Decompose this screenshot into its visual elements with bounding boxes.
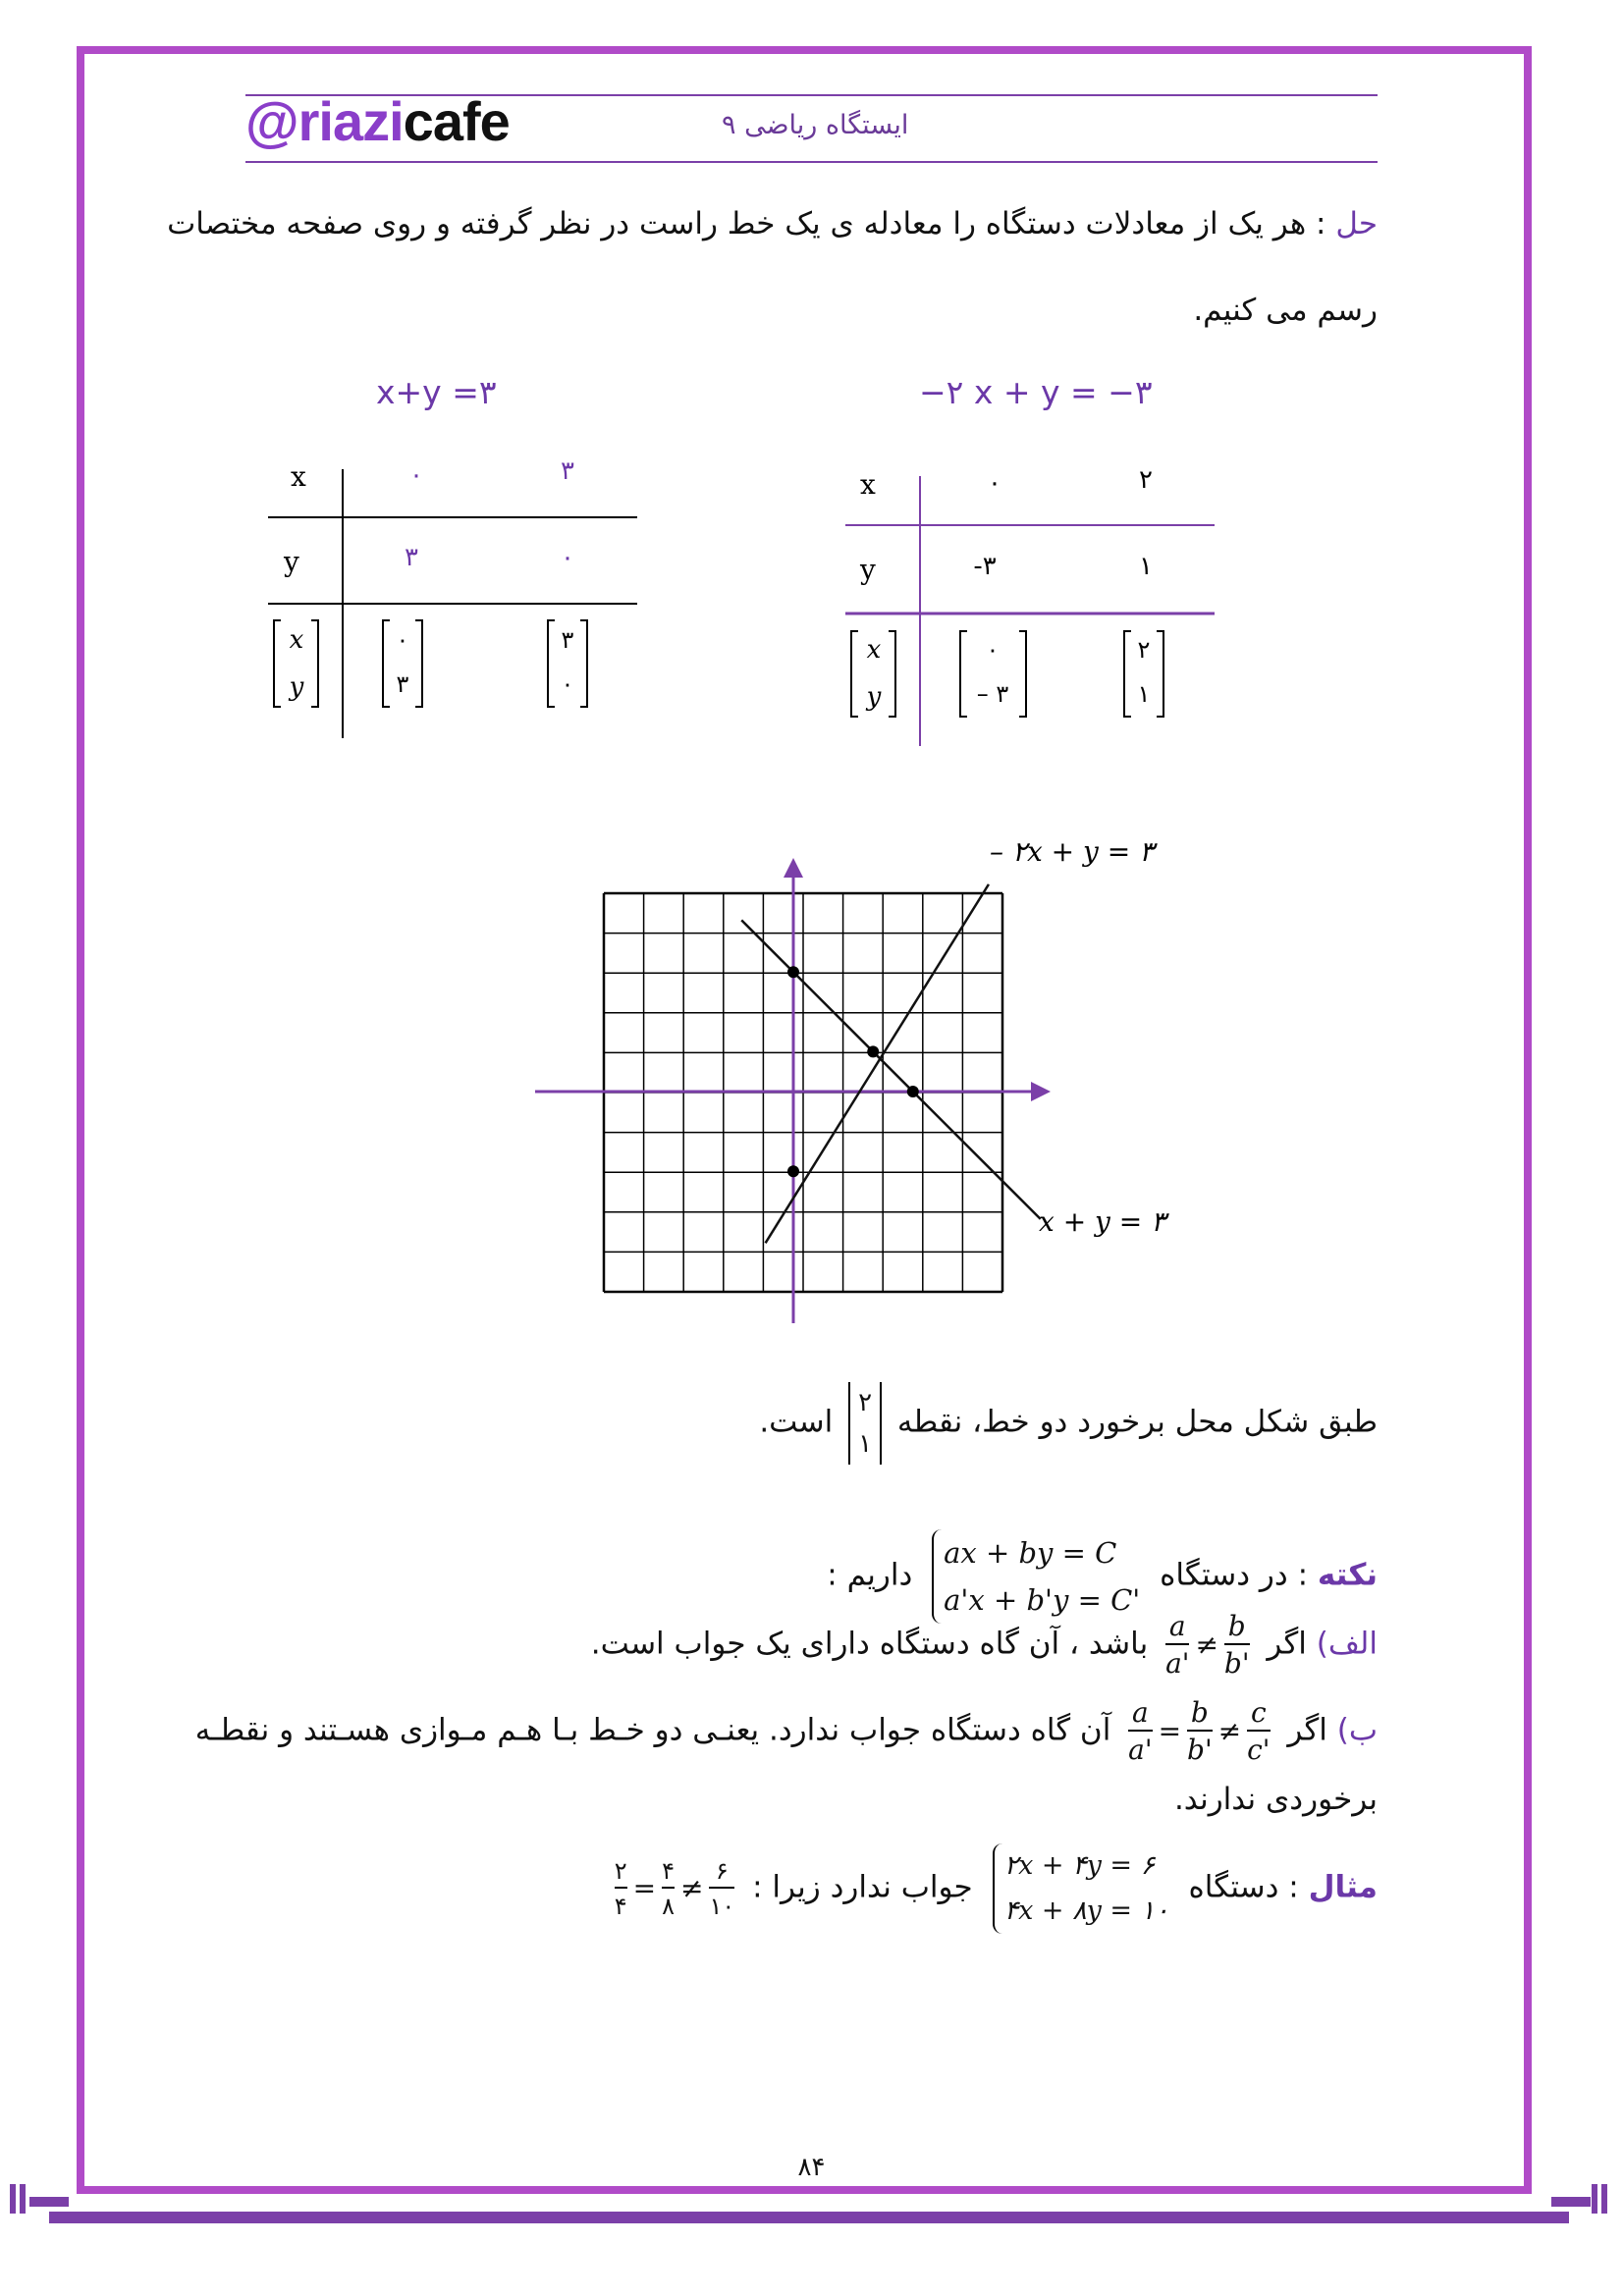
example-system (993, 1843, 1169, 1934)
conclusion-text (759, 1382, 1378, 1465)
table-left-vec-x: x (289, 625, 304, 655)
graph-lines (741, 884, 1041, 1243)
case-b-frac3-den: c' (1247, 1730, 1270, 1767)
graph-line-2 (741, 920, 1041, 1219)
bottom-left-foot (29, 2197, 69, 2207)
graph-line-1 (766, 884, 989, 1243)
bottom-right-corner-2 (1592, 2184, 1597, 2214)
logo-part-2: cafe (403, 90, 510, 152)
bottom-right-corner (1601, 2184, 1607, 2214)
case-a-line (591, 1610, 1378, 1681)
case-b-line (195, 1696, 1378, 1767)
example-f1-den: ۴ (615, 1887, 627, 1922)
table-left-y-label: y (284, 546, 299, 578)
table-left-vec2-bottom: ۰ (561, 670, 574, 698)
bottom-bar (49, 2212, 1569, 2223)
table-left-y2: ۰ (561, 543, 574, 572)
table-right-vec1-bottom: – ۳ (976, 680, 1009, 708)
case-a-frac2-den: b' (1224, 1643, 1250, 1681)
case-b-frac1-den: a' (1128, 1730, 1152, 1767)
example-f1-num: ۲ (614, 1857, 627, 1885)
table-right-vec-y: y (866, 682, 882, 712)
graph-point-2 (867, 1045, 879, 1057)
case-b-frac2-num: b (1190, 1696, 1209, 1729)
y-axis-arrow (784, 858, 803, 878)
table-left-y1: ۳ (405, 543, 418, 572)
case-b-op1: = (1158, 1715, 1182, 1748)
table-right-y2: ۱ (1139, 552, 1153, 581)
line1-label: – ۲x + y = ۳ (990, 835, 1155, 868)
equation-right: −۲ x + y = −۳ (919, 373, 1153, 411)
example-system-line-2: ۴x + ۸y = ۱۰ (1003, 1896, 1169, 1926)
table-right-vec1-top: ۰ (986, 636, 1000, 664)
note-system-line-1: ax + by = C (944, 1536, 1117, 1570)
table-right-y1: -۳ (973, 552, 997, 581)
x-axis-arrow (1031, 1082, 1051, 1101)
case-b-if: اگر (1287, 1712, 1327, 1748)
table-left-x2: ۳ (561, 456, 574, 486)
logo-part-1: @riazi (245, 90, 404, 152)
solution-label: حل (1335, 206, 1378, 241)
example-f3-den: ۱۰ (709, 1887, 734, 1922)
example-f2-num: ۴ (662, 1857, 676, 1885)
example-label: مثال (1308, 1869, 1378, 1905)
case-b-op2: ≠ (1217, 1715, 1242, 1748)
solution-line-2: رسم می کنیم. (1193, 293, 1378, 328)
note-system-line-2: a'x + b'y = C' (944, 1583, 1141, 1617)
case-b-formula (1128, 1696, 1270, 1767)
graph-point-4 (787, 1165, 799, 1177)
table-right-vec-x: x (866, 635, 882, 665)
case-b-frac2-den: b' (1187, 1730, 1213, 1767)
example-text-after: جواب ندارد زیرا : (752, 1869, 973, 1905)
case-a-frac1-den: a' (1165, 1643, 1189, 1681)
bottom-left-corner-2 (20, 2184, 26, 2214)
case-a-op: ≠ (1195, 1629, 1218, 1662)
conclusion-after: است. (759, 1404, 834, 1440)
note-text-after: داریم : (827, 1557, 913, 1593)
case-b-frac1-num: a (1132, 1696, 1149, 1729)
note-label: نکته (1317, 1557, 1378, 1593)
header-title: ایستگاه ریاضی ۹ (722, 110, 909, 140)
case-a-formula (1165, 1610, 1249, 1681)
example-text-before: : دستگاه (1188, 1869, 1309, 1905)
equation-left: x+y =۳ (376, 373, 497, 411)
solution-text: : هر یک از معادلات دستگاه را معادله ی یک خط راست در نظر گرفته و روی صفحه مختصات (167, 206, 1336, 241)
table-right-x1: ۰ (988, 468, 1001, 498)
bottom-right-foot (1551, 2197, 1591, 2207)
conclusion-vec-top: ۲ (858, 1388, 873, 1417)
case-b-label: ب) (1336, 1712, 1378, 1748)
example-line (607, 1843, 1378, 1934)
conclusion-vector (848, 1382, 882, 1465)
conclusion-before: طبق شکل محل برخورد دو خط، نقطه (896, 1404, 1378, 1440)
table-right-y-label: y (860, 554, 876, 586)
table-right-x2: ۲ (1139, 465, 1153, 495)
example-formula (615, 1855, 735, 1922)
example-system-line-1: ۲x + ۴y = ۶ (1003, 1850, 1156, 1881)
table-left-vec-y: y (289, 672, 304, 702)
table-right-vec2-bottom: ۱ (1137, 680, 1151, 708)
page-number: ۸۴ (797, 2153, 826, 2182)
case-a-frac1-num: a (1168, 1610, 1186, 1642)
example-f2-den: ۸ (662, 1887, 675, 1922)
example-op2: ≠ (680, 1872, 704, 1905)
table-left-vec2-top: ۳ (561, 626, 574, 654)
table-left-x1: ۰ (409, 460, 423, 490)
note-text-before: : در دستگاه (1160, 1557, 1318, 1593)
graph-points (787, 966, 919, 1177)
case-a-frac2-num: b (1227, 1610, 1246, 1642)
case-a-label: الف) (1316, 1626, 1378, 1662)
table-left-vec1-bottom: ۳ (396, 670, 409, 698)
table-right-vec2-top: ۲ (1137, 636, 1151, 664)
table-left-vec1-top: ۰ (396, 626, 409, 654)
line2-label: x + y = ۳ (1039, 1205, 1166, 1238)
table-right-x-label: x (860, 468, 876, 501)
example-f3-num: ۶ (715, 1857, 729, 1885)
bottom-left-corner (10, 2184, 16, 2214)
case-b-line-2: برخوردی ندارند. (1173, 1782, 1378, 1817)
conclusion-vec-bottom: ۱ (858, 1429, 873, 1459)
table-left-x-label: x (291, 460, 306, 493)
case-b-frac3-num: c (1250, 1696, 1267, 1729)
case-b-text: آن گاه دستگاه جواب ندارد. یعنـی دو خـط بـا هـم مـوازی هسـتند و نقطـه (194, 1712, 1111, 1748)
graph-point-1 (787, 966, 799, 978)
case-a-if: اگر (1267, 1626, 1307, 1662)
case-a-text: باشد ، آن گاه دستگاه دارای یک جواب است. (590, 1626, 1149, 1662)
example-op1: = (632, 1872, 657, 1905)
graph-point-3 (907, 1086, 919, 1097)
